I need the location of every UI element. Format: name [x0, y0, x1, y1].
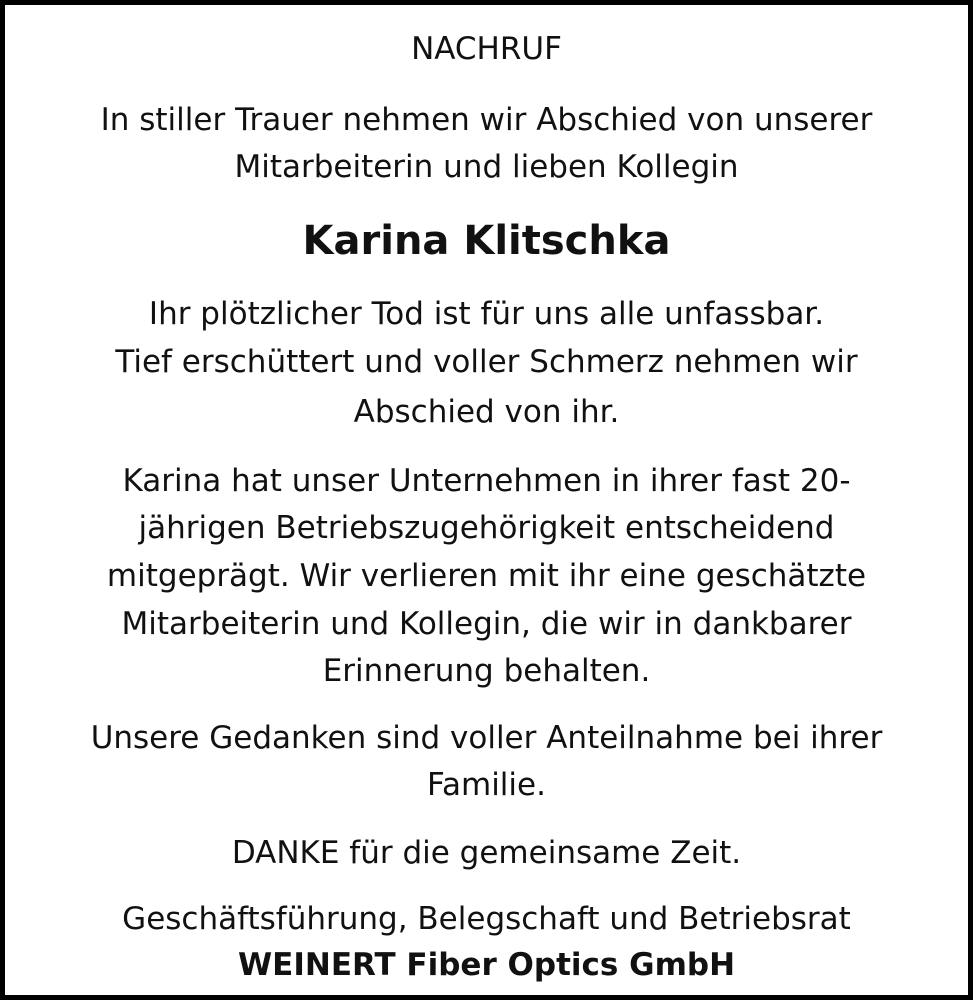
paragraph2-line-3: mitgeprägt. Wir verlieren mit ihr eine geschätzte [106, 558, 867, 594]
intro-line-1: In stiller Trauer nehmen wir Abschied von unserer [100, 102, 873, 138]
signature-line: Geschäftsführung, Belegschaft und Betriebsrat [122, 901, 851, 937]
notice-heading: NACHRUF [411, 31, 562, 67]
paragraph1-line-1: Ihr plötzlicher Tod ist für uns alle unfassbar. [148, 296, 825, 332]
intro-line-2: Mitarbeiterin und lieben Kollegin [234, 149, 739, 185]
paragraph3-line-1: Unsere Gedanken sind voller Anteilnahme bei ihrer [90, 720, 883, 756]
deceased-name: Karina Klitschka [302, 218, 671, 264]
paragraph1-line-2: Tief erschüttert und voller Schmerz nehmen wir [115, 344, 858, 380]
paragraph3-line-2: Familie. [427, 767, 546, 803]
company-name: WEINERT Fiber Optics GmbH [237, 947, 736, 983]
paragraph2-line-2: jährigen Betriebszugehörigkeit entscheidend [138, 510, 835, 546]
paragraph2-line-4: Mitarbeiterin und Kollegin, die wir in dankbarer [121, 606, 852, 642]
paragraph2-line-5: Erinnerung behalten. [322, 653, 651, 689]
thanks-line: DANKE für die gemeinsame Zeit. [231, 835, 742, 871]
paragraph2-line-1: Karina hat unser Unternehmen in ihrer fast 20- [122, 463, 851, 499]
paragraph1-line-3: Abschied von ihr. [353, 394, 620, 430]
